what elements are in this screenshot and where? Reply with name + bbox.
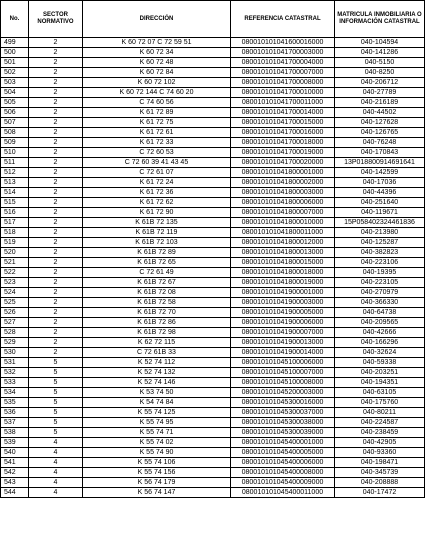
table-row xyxy=(1,398,425,408)
cell-no: 533 xyxy=(1,378,29,388)
cell-referencia: 080010101041700019000 xyxy=(231,148,335,158)
cell-referencia: 080010101045100006000 xyxy=(231,358,335,368)
cell-no: 516 xyxy=(1,208,29,218)
cell-no: 514 xyxy=(1,188,29,198)
table-row xyxy=(1,368,425,378)
cell-direccion: K 60 72 144 C 74 60 20 xyxy=(83,88,231,98)
cell-direccion: K 55 74 156 xyxy=(83,468,231,478)
cell-sector: 4 xyxy=(29,448,83,458)
cell-no: 524 xyxy=(1,288,29,298)
cell-direccion: K 60 72 07 C 72 59 51 xyxy=(83,38,231,48)
cell-referencia: 080010101041800012000 xyxy=(231,238,335,248)
cell-matricula: 13P018800914691641 xyxy=(335,158,425,168)
cell-matricula: 040-17036 xyxy=(335,178,425,188)
table-row xyxy=(1,138,425,148)
cell-matricula: 040-8250 xyxy=(335,68,425,78)
cell-referencia: 080010101041700007000 xyxy=(231,68,335,78)
cell-direccion: K 55 74 90 xyxy=(83,448,231,458)
cell-no: 499 xyxy=(1,38,29,48)
table-row xyxy=(1,158,425,168)
cell-direccion: K 52 74 132 xyxy=(83,368,231,378)
cell-referencia: 080010101041700015000 xyxy=(231,118,335,128)
cell-sector: 2 xyxy=(29,138,83,148)
cell-referencia: 080010101045100007000 xyxy=(231,368,335,378)
cell-sector: 2 xyxy=(29,68,83,78)
cell-no: 519 xyxy=(1,238,29,248)
cell-matricula: 040-223106 xyxy=(335,258,425,268)
cell-no: 500 xyxy=(1,48,29,58)
cell-matricula: 040-44502 xyxy=(335,108,425,118)
cell-sector: 2 xyxy=(29,338,83,348)
cell-no: 504 xyxy=(1,88,29,98)
table-row xyxy=(1,38,425,48)
cell-referencia: 080010101041800002000 xyxy=(231,178,335,188)
cell-sector: 2 xyxy=(29,238,83,248)
cell-sector: 2 xyxy=(29,58,83,68)
cell-sector: 2 xyxy=(29,178,83,188)
table-row xyxy=(1,438,425,448)
cell-no: 542 xyxy=(1,468,29,478)
cell-referencia: 080010101041900013000 xyxy=(231,338,335,348)
cell-referencia: 080010101045400008000 xyxy=(231,468,335,478)
cell-sector: 2 xyxy=(29,298,83,308)
cell-referencia: 080010101041900014000 xyxy=(231,348,335,358)
table-row xyxy=(1,178,425,188)
cell-direccion: K 61B 72 67 xyxy=(83,278,231,288)
table-row xyxy=(1,478,425,488)
table-row xyxy=(1,238,425,248)
cell-sector: 5 xyxy=(29,428,83,438)
cell-sector: 2 xyxy=(29,88,83,98)
cell-no: 515 xyxy=(1,198,29,208)
cell-referencia: 080010101041700003000 xyxy=(231,48,335,58)
header-direccion: DIRECCIÓN xyxy=(83,1,231,38)
table-row xyxy=(1,468,425,478)
cell-sector: 2 xyxy=(29,78,83,88)
table-row xyxy=(1,328,425,338)
cell-direccion: K 62 72 115 xyxy=(83,338,231,348)
cell-direccion: K 61B 72 58 xyxy=(83,298,231,308)
table-row xyxy=(1,318,425,328)
cell-referencia: 080010101045400005000 xyxy=(231,448,335,458)
cell-referencia: 080010101041800006000 xyxy=(231,198,335,208)
table-row xyxy=(1,378,425,388)
cell-matricula: 040-27789 xyxy=(335,88,425,98)
cell-sector: 5 xyxy=(29,358,83,368)
cell-direccion: K 60 72 48 xyxy=(83,58,231,68)
cell-direccion: K 61B 72 70 xyxy=(83,308,231,318)
cell-referencia: 080010101041900003000 xyxy=(231,298,335,308)
cell-referencia: 080010101041800001000 xyxy=(231,168,335,178)
cell-matricula: 040-203251 xyxy=(335,368,425,378)
cell-matricula: 040-125287 xyxy=(335,238,425,248)
cell-matricula: 040-382823 xyxy=(335,248,425,258)
cell-matricula: 040-64738 xyxy=(335,308,425,318)
cell-no: 501 xyxy=(1,58,29,68)
cell-no: 528 xyxy=(1,328,29,338)
cell-sector: 2 xyxy=(29,48,83,58)
cell-referencia: 080010101041700014000 xyxy=(231,108,335,118)
cell-no: 512 xyxy=(1,168,29,178)
table-row xyxy=(1,98,425,108)
cell-matricula: 040-42905 xyxy=(335,438,425,448)
cell-matricula: 040-19395 xyxy=(335,268,425,278)
cell-matricula: 040-32624 xyxy=(335,348,425,358)
cell-no: 531 xyxy=(1,358,29,368)
table-row xyxy=(1,78,425,88)
header-sector: SECTOR NORMATIVO xyxy=(29,1,83,38)
cell-no: 523 xyxy=(1,278,29,288)
cell-referencia: 080010101041800018000 xyxy=(231,268,335,278)
cell-no: 539 xyxy=(1,438,29,448)
cell-sector: 2 xyxy=(29,278,83,288)
cell-matricula: 040-17472 xyxy=(335,488,425,498)
cell-matricula: 040-59338 xyxy=(335,358,425,368)
cell-referencia: 080010101045300016000 xyxy=(231,398,335,408)
cell-matricula: 040-5150 xyxy=(335,58,425,68)
cell-direccion: C 72 61 49 xyxy=(83,268,231,278)
table-row xyxy=(1,168,425,178)
cell-direccion: K 60 72 84 xyxy=(83,68,231,78)
cell-referencia: 080010101041700020000 xyxy=(231,158,335,168)
table-row xyxy=(1,428,425,438)
cell-no: 538 xyxy=(1,428,29,438)
cell-matricula: 040-175760 xyxy=(335,398,425,408)
cell-no: 537 xyxy=(1,418,29,428)
cell-matricula: 040-366330 xyxy=(335,298,425,308)
cell-sector: 2 xyxy=(29,258,83,268)
cell-matricula: 040-213980 xyxy=(335,228,425,238)
cell-no: 522 xyxy=(1,268,29,278)
cell-sector: 2 xyxy=(29,158,83,168)
cell-direccion: K 61B 72 65 xyxy=(83,258,231,268)
table-row xyxy=(1,228,425,238)
cell-matricula: 040-345739 xyxy=(335,468,425,478)
cell-no: 502 xyxy=(1,68,29,78)
cell-no: 521 xyxy=(1,258,29,268)
cell-sector: 2 xyxy=(29,308,83,318)
cell-sector: 4 xyxy=(29,458,83,468)
cell-referencia: 080010101041700010000 xyxy=(231,88,335,98)
cell-no: 527 xyxy=(1,318,29,328)
cell-direccion: K 60 72 34 xyxy=(83,48,231,58)
cell-referencia: 080010101045100008000 xyxy=(231,378,335,388)
cell-direccion: K 52 74 146 xyxy=(83,378,231,388)
table-row xyxy=(1,288,425,298)
cell-no: 503 xyxy=(1,78,29,88)
cell-sector: 2 xyxy=(29,148,83,158)
cell-matricula: 040-126765 xyxy=(335,128,425,138)
cell-no: 525 xyxy=(1,298,29,308)
cell-matricula: 040-104594 xyxy=(335,38,425,48)
table-row xyxy=(1,388,425,398)
header-no: No. xyxy=(1,1,29,38)
cell-direccion: K 61 72 36 xyxy=(83,188,231,198)
table-row xyxy=(1,408,425,418)
cell-no: 511 xyxy=(1,158,29,168)
cell-sector: 5 xyxy=(29,378,83,388)
cell-matricula: 040-208888 xyxy=(335,478,425,488)
cell-matricula: 040-170843 xyxy=(335,148,425,158)
table-row xyxy=(1,68,425,78)
table-row xyxy=(1,418,425,428)
cell-referencia: 080010101041800011000 xyxy=(231,228,335,238)
cell-matricula: 040-119671 xyxy=(335,208,425,218)
cell-direccion: K 61B 72 135 xyxy=(83,218,231,228)
cell-direccion: K 53 74 50 xyxy=(83,388,231,398)
cell-matricula: 040-224587 xyxy=(335,418,425,428)
cell-direccion: K 61 72 89 xyxy=(83,108,231,118)
cell-sector: 2 xyxy=(29,268,83,278)
table-row xyxy=(1,58,425,68)
cell-direccion: K 55 74 106 xyxy=(83,458,231,468)
cell-referencia: 080010101041900005000 xyxy=(231,308,335,318)
cell-matricula: 040-42666 xyxy=(335,328,425,338)
cell-no: 517 xyxy=(1,218,29,228)
cell-matricula: 040-194351 xyxy=(335,378,425,388)
cell-referencia: 080010101041800015000 xyxy=(231,258,335,268)
cell-direccion: K 55 74 125 xyxy=(83,408,231,418)
cell-matricula: 040-238459 xyxy=(335,428,425,438)
table-header xyxy=(1,1,425,38)
table-row xyxy=(1,298,425,308)
cell-direccion: C 74 60 56 xyxy=(83,98,231,108)
cell-sector: 5 xyxy=(29,368,83,378)
cell-direccion: K 61 72 62 xyxy=(83,198,231,208)
cell-no: 529 xyxy=(1,338,29,348)
table-row xyxy=(1,48,425,58)
table-row xyxy=(1,338,425,348)
cell-referencia: 080010101041800007000 xyxy=(231,208,335,218)
cell-no: 532 xyxy=(1,368,29,378)
cell-referencia: 080010101045400006000 xyxy=(231,458,335,468)
table-row xyxy=(1,358,425,368)
cell-direccion: K 61B 72 98 xyxy=(83,328,231,338)
cell-matricula: 040-216189 xyxy=(335,98,425,108)
cell-matricula: 040-209565 xyxy=(335,318,425,328)
cell-sector: 5 xyxy=(29,398,83,408)
cell-direccion: C 72 61B 33 xyxy=(83,348,231,358)
cell-referencia: 080010101041800019000 xyxy=(231,278,335,288)
table-row xyxy=(1,88,425,98)
cell-direccion: K 52 74 112 xyxy=(83,358,231,368)
table-row xyxy=(1,268,425,278)
cell-direccion: K 61B 72 119 xyxy=(83,228,231,238)
cell-no: 536 xyxy=(1,408,29,418)
cell-direccion: K 61B 72 89 xyxy=(83,248,231,258)
table-row xyxy=(1,108,425,118)
cell-sector: 2 xyxy=(29,128,83,138)
cell-referencia: 080010101041900001000 xyxy=(231,288,335,298)
cell-matricula: 040-127628 xyxy=(335,118,425,128)
table-row xyxy=(1,128,425,138)
cell-direccion: C 72 60 39 41 43 45 xyxy=(83,158,231,168)
cell-referencia: 080010101041700011000 xyxy=(231,98,335,108)
cell-sector: 2 xyxy=(29,198,83,208)
cell-sector: 2 xyxy=(29,328,83,338)
cell-no: 535 xyxy=(1,398,29,408)
cell-direccion: K 55 74 02 xyxy=(83,438,231,448)
cell-matricula: 040-166296 xyxy=(335,338,425,348)
cell-direccion: K 61 72 61 xyxy=(83,128,231,138)
cell-direccion: K 56 74 179 xyxy=(83,478,231,488)
cell-matricula: 15P058402324461836 xyxy=(335,218,425,228)
cell-direccion: K 55 74 95 xyxy=(83,418,231,428)
cell-direccion: K 61B 72 08 xyxy=(83,288,231,298)
cell-referencia: 080010101045200003000 xyxy=(231,388,335,398)
cell-referencia: 080010101041900006000 xyxy=(231,318,335,328)
table-row xyxy=(1,348,425,358)
cell-sector: 2 xyxy=(29,348,83,358)
cell-sector: 2 xyxy=(29,208,83,218)
cell-matricula: 040-198471 xyxy=(335,458,425,468)
table-row xyxy=(1,308,425,318)
cell-referencia: 080010101045400011000 xyxy=(231,488,335,498)
cell-no: 509 xyxy=(1,138,29,148)
cell-matricula: 040-80211 xyxy=(335,408,425,418)
header-matricula: MATRICULA INMOBILIARIA O INFORMACIÓN CATASTRAL xyxy=(335,1,425,38)
cell-matricula: 040-206712 xyxy=(335,78,425,88)
cell-referencia: 080010101045300039000 xyxy=(231,428,335,438)
cell-referencia: 080010101041700008000 xyxy=(231,78,335,88)
cell-direccion: K 61B 72 86 xyxy=(83,318,231,328)
cell-matricula: 040-44396 xyxy=(335,188,425,198)
cell-direccion: K 61B 72 103 xyxy=(83,238,231,248)
cell-referencia: 080010101045400009000 xyxy=(231,478,335,488)
cell-sector: 2 xyxy=(29,218,83,228)
table-row xyxy=(1,188,425,198)
cell-referencia: 080010101045300038000 xyxy=(231,418,335,428)
cell-no: 530 xyxy=(1,348,29,358)
cell-sector: 2 xyxy=(29,98,83,108)
cell-direccion: K 60 72 102 xyxy=(83,78,231,88)
cell-sector: 5 xyxy=(29,418,83,428)
cell-matricula: 040-223105 xyxy=(335,278,425,288)
cell-direccion: K 61 72 33 xyxy=(83,138,231,148)
table-row xyxy=(1,218,425,228)
cell-sector: 5 xyxy=(29,408,83,418)
cell-sector: 2 xyxy=(29,108,83,118)
cell-no: 508 xyxy=(1,128,29,138)
cell-sector: 2 xyxy=(29,288,83,298)
cell-no: 505 xyxy=(1,98,29,108)
table-row xyxy=(1,198,425,208)
header-referencia: REFERENCIA CATASTRAL xyxy=(231,1,335,38)
table-row xyxy=(1,488,425,498)
table-row xyxy=(1,148,425,158)
table-body xyxy=(1,38,425,498)
cell-sector: 2 xyxy=(29,318,83,328)
cell-matricula: 040-63105 xyxy=(335,388,425,398)
cell-no: 507 xyxy=(1,118,29,128)
cell-referencia: 080010101045300037000 xyxy=(231,408,335,418)
cell-no: 526 xyxy=(1,308,29,318)
cell-referencia: 080010101041700018000 xyxy=(231,138,335,148)
cell-matricula: 040-76248 xyxy=(335,138,425,148)
cell-sector: 5 xyxy=(29,388,83,398)
table-row xyxy=(1,448,425,458)
cell-no: 520 xyxy=(1,248,29,258)
cell-direccion: C 72 61 07 xyxy=(83,168,231,178)
cell-direccion: K 61 72 90 xyxy=(83,208,231,218)
cell-no: 534 xyxy=(1,388,29,398)
cell-matricula: 040-141286 xyxy=(335,48,425,58)
cell-no: 544 xyxy=(1,488,29,498)
cell-sector: 4 xyxy=(29,438,83,448)
cell-no: 510 xyxy=(1,148,29,158)
cell-referencia: 080010101041900007000 xyxy=(231,328,335,338)
table-row xyxy=(1,258,425,268)
cell-sector: 2 xyxy=(29,188,83,198)
cell-no: 541 xyxy=(1,458,29,468)
table-row xyxy=(1,278,425,288)
cell-sector: 2 xyxy=(29,118,83,128)
cell-referencia: 080010101045400001000 xyxy=(231,438,335,448)
table-row xyxy=(1,208,425,218)
cell-matricula: 040-142599 xyxy=(335,168,425,178)
cell-referencia: 080010101041800010000 xyxy=(231,218,335,228)
cell-no: 513 xyxy=(1,178,29,188)
cell-referencia: 080010101041700004000 xyxy=(231,58,335,68)
cell-sector: 2 xyxy=(29,38,83,48)
cell-no: 543 xyxy=(1,478,29,488)
cell-sector: 2 xyxy=(29,248,83,258)
cell-referencia: 080010101041700016000 xyxy=(231,128,335,138)
cell-direccion: C 72 60 53 xyxy=(83,148,231,158)
cell-sector: 4 xyxy=(29,468,83,478)
header-row xyxy=(1,1,425,38)
cell-no: 540 xyxy=(1,448,29,458)
table-row xyxy=(1,118,425,128)
cell-sector: 4 xyxy=(29,488,83,498)
cell-referencia: 080010101041800003000 xyxy=(231,188,335,198)
cell-referencia: 080010101041600016000 xyxy=(231,38,335,48)
cell-no: 518 xyxy=(1,228,29,238)
cell-sector: 4 xyxy=(29,478,83,488)
cell-direccion: K 61 72 24 xyxy=(83,178,231,188)
cell-direccion: K 56 74 147 xyxy=(83,488,231,498)
cell-matricula: 040-251640 xyxy=(335,198,425,208)
table-row xyxy=(1,458,425,468)
cell-sector: 2 xyxy=(29,228,83,238)
table-row xyxy=(1,248,425,258)
cell-referencia: 080010101041800013000 xyxy=(231,248,335,258)
cell-direccion: K 55 74 71 xyxy=(83,428,231,438)
cell-matricula: 040-93360 xyxy=(335,448,425,458)
cell-direccion: K 61 72 75 xyxy=(83,118,231,128)
cell-direccion: K 54 74 84 xyxy=(83,398,231,408)
cell-no: 506 xyxy=(1,108,29,118)
cell-matricula: 040-270979 xyxy=(335,288,425,298)
cell-sector: 2 xyxy=(29,168,83,178)
